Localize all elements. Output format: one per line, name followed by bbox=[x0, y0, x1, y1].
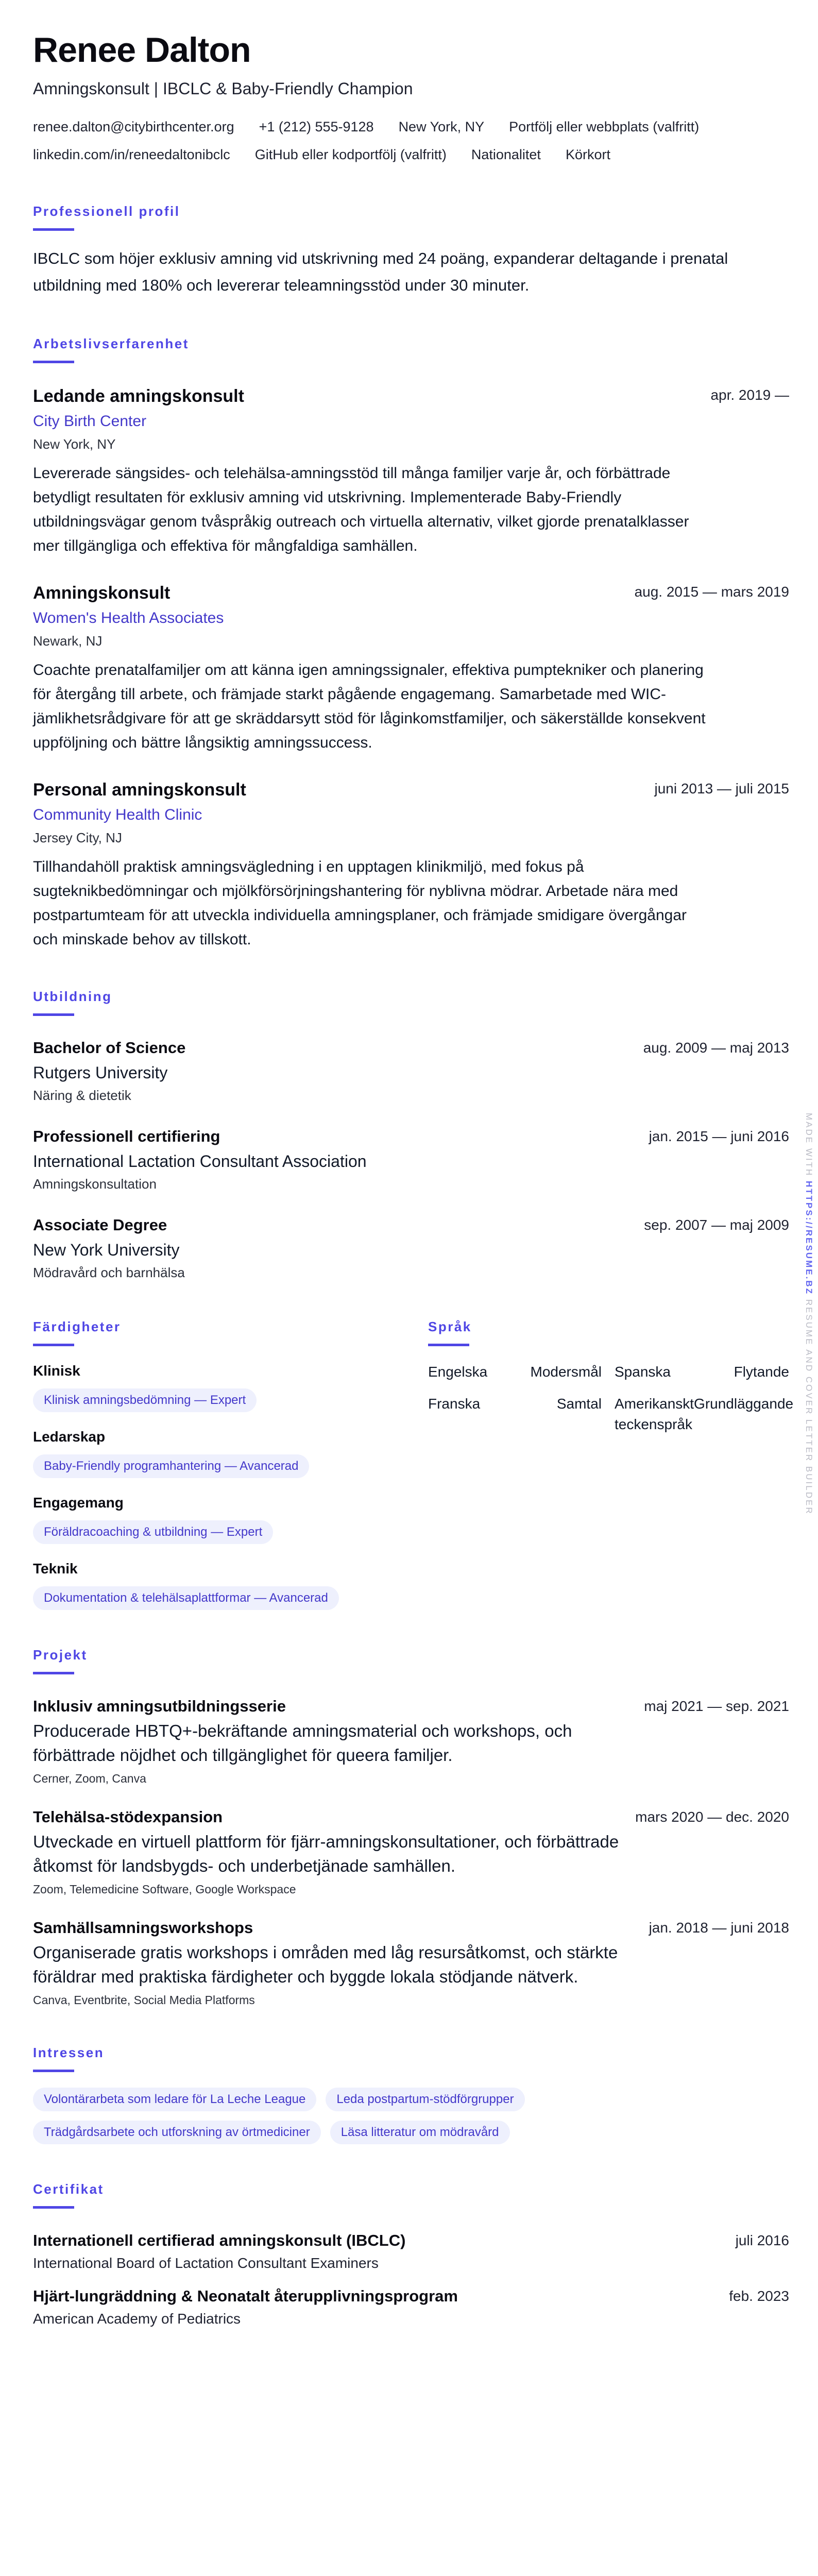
experience-entry bbox=[33, 778, 789, 952]
watermark-prefix: MADE WITH bbox=[804, 1113, 814, 1177]
certificate-issuer: International Board of Lactation Consultant Examiners bbox=[33, 2255, 379, 2271]
candidate-subtitle: Amningskonsult | IBCLC & Baby-Friendly Champion bbox=[33, 79, 413, 98]
language-level: Flytande bbox=[734, 1364, 789, 1380]
project-tech: Cerner, Zoom, Canva bbox=[33, 1772, 146, 1785]
project-date: maj 2021 — sep. 2021 bbox=[644, 1698, 789, 1714]
project-description: Utveckade en virtuell plattform för fjärr-amningskonsultationer, och förbättrade åtkomst för landsbygds- och underbetjänade samhällen. bbox=[33, 1832, 619, 1875]
resume-header bbox=[33, 30, 789, 168]
contact-location: New York, NY bbox=[398, 119, 485, 134]
project-description: Producerade HBTQ+-bekräftande amningsmaterial och workshops, och förbättrade nöjdhet och tillgänglighet för queera familjer. bbox=[33, 1721, 572, 1765]
project-date: mars 2020 — dec. 2020 bbox=[635, 1809, 789, 1825]
language-name: Engelska bbox=[428, 1364, 488, 1380]
skill-chip: Klinisk amningsbedömning — Expert bbox=[33, 1388, 257, 1412]
field-of-study: Amningskonsultation bbox=[33, 1176, 157, 1192]
entry-header bbox=[33, 1126, 789, 1147]
language-name: Franska bbox=[428, 1396, 481, 1412]
experience-entry bbox=[33, 385, 789, 558]
language-level: Modersmål bbox=[530, 1364, 602, 1380]
field-of-study: Näring & dietetik bbox=[33, 1088, 131, 1103]
interest-chip: Leda postpartum-stödförgrupper bbox=[326, 2088, 524, 2111]
skill-group-name: Teknik bbox=[33, 1561, 78, 1577]
interest-chip: Volontärarbeta som ledare för La Leche League bbox=[33, 2088, 316, 2111]
language-name: Spanska bbox=[615, 1364, 671, 1380]
certificate-date: juli 2016 bbox=[735, 2232, 789, 2248]
project-tech: Canva, Eventbrite, Social Media Platforms bbox=[33, 1993, 255, 2007]
section-heading: Certifikat bbox=[33, 2181, 104, 2197]
education-list bbox=[33, 1038, 789, 1282]
interests-section bbox=[33, 2044, 789, 2144]
project-entry bbox=[33, 1918, 789, 2008]
skill-chip-row bbox=[33, 1380, 428, 1412]
language-item bbox=[428, 1394, 602, 1435]
education-entry bbox=[33, 1126, 789, 1193]
watermark bbox=[804, 1113, 814, 1515]
section-heading: Språk bbox=[428, 1319, 472, 1334]
company-name: City Birth Center bbox=[33, 413, 147, 430]
job-description: Coachte prenatalfamiljer om att känna igen amningssignaler, effektiva pumptekniker och planering för återgång till arbete, och främjade starkt pågående engagemang. Samarbetade med WIC-jämlikhetsrådgivare för att ge skräddarsytt stöd för låginkomstfamiljer, och säkerställde konsekvent uppföljning och bättre långsiktig amningssuccess. bbox=[33, 662, 706, 751]
heading-underline bbox=[33, 2206, 74, 2209]
certificates-section bbox=[33, 2180, 789, 2329]
skill-chip-row bbox=[33, 1512, 428, 1544]
entry-header bbox=[33, 1807, 789, 1827]
certificate-list bbox=[33, 2230, 789, 2329]
certificate-issuer: American Academy of Pediatrics bbox=[33, 2311, 241, 2327]
education-date: jan. 2015 — juni 2016 bbox=[649, 1128, 789, 1144]
company-name: Women's Health Associates bbox=[33, 609, 224, 626]
contact-linkedin[interactable]: linkedin.com/in/reneedaltonibclc bbox=[33, 147, 230, 162]
certificate-title: Hjärt-lungräddning & Neonatalt återupplivningsprogram bbox=[33, 2287, 458, 2305]
heading-underline bbox=[33, 2070, 74, 2072]
school-name: New York University bbox=[33, 1241, 180, 1259]
skill-group bbox=[33, 1362, 428, 1412]
contact-row bbox=[33, 113, 789, 141]
watermark-suffix: RESUME AND COVER LETTER BUILDER bbox=[804, 1299, 814, 1515]
entry-header bbox=[33, 1696, 789, 1717]
job-title: Amningskonsult bbox=[33, 583, 171, 603]
skill-group-name: Klinisk bbox=[33, 1363, 80, 1379]
language-item bbox=[615, 1394, 794, 1435]
skill-group-name: Engagemang bbox=[33, 1495, 124, 1511]
contact-list bbox=[33, 113, 789, 168]
project-entry bbox=[33, 1696, 789, 1786]
contact-row bbox=[33, 141, 789, 168]
contact-phone[interactable]: +1 (212) 555-9128 bbox=[259, 119, 374, 134]
section-heading: Projekt bbox=[33, 1647, 88, 1663]
interest-chip: Trädgårdsarbete och utforskning av örtmediciner bbox=[33, 2121, 321, 2144]
school-name: International Lactation Consultant Association bbox=[33, 1152, 367, 1171]
entry-header bbox=[33, 582, 789, 604]
section-heading: Färdigheter bbox=[33, 1319, 121, 1334]
skill-chip: Baby-Friendly programhantering — Avancerad bbox=[33, 1454, 309, 1478]
project-description: Organiserade gratis workshops i områden med låg resursåtkomst, och stärkte föräldrar med praktiska färdigheter och byggde lokala stödjande nätverk. bbox=[33, 1943, 618, 1986]
entry-header bbox=[33, 1215, 789, 1235]
contact-nationality: Nationalitet bbox=[471, 147, 541, 162]
interest-list bbox=[33, 2088, 600, 2144]
company-name: Community Health Clinic bbox=[33, 806, 202, 823]
education-section bbox=[33, 988, 789, 1282]
degree: Associate Degree bbox=[33, 1216, 167, 1234]
skill-group bbox=[33, 1494, 428, 1544]
job-date: aug. 2015 — mars 2019 bbox=[634, 584, 789, 600]
entry-header bbox=[33, 385, 789, 408]
degree: Bachelor of Science bbox=[33, 1039, 186, 1057]
skill-list bbox=[33, 1362, 428, 1610]
heading-underline bbox=[428, 1344, 469, 1346]
skills-languages-row bbox=[33, 1318, 794, 1610]
skill-group bbox=[33, 1428, 428, 1478]
language-list bbox=[428, 1362, 794, 1435]
heading-underline bbox=[33, 1672, 74, 1674]
education-date: sep. 2007 — maj 2009 bbox=[644, 1217, 789, 1233]
heading-underline bbox=[33, 361, 74, 363]
section-heading: Arbetslivserfarenhet bbox=[33, 336, 189, 351]
certificate-entry bbox=[33, 2286, 789, 2329]
education-entry bbox=[33, 1038, 789, 1105]
project-entry bbox=[33, 1807, 789, 1897]
project-title: Samhällsamningsworkshops bbox=[33, 1919, 253, 1937]
job-location: Jersey City, NJ bbox=[33, 830, 122, 845]
heading-underline bbox=[33, 228, 74, 231]
language-name: Amerikanskt teckenspråk bbox=[615, 1396, 694, 1432]
skill-chip-row bbox=[33, 1578, 428, 1610]
skills-section bbox=[33, 1318, 428, 1610]
language-item bbox=[615, 1362, 789, 1382]
candidate-name: Renee Dalton bbox=[33, 30, 251, 70]
certificate-title: Internationell certifierad amningskonsult (IBCLC) bbox=[33, 2231, 406, 2249]
section-heading: Intressen bbox=[33, 2045, 105, 2060]
entry-header bbox=[33, 2286, 789, 2307]
section-heading: Utbildning bbox=[33, 989, 112, 1004]
job-description: Levererade sängsides- och telehälsa-amningsstöd till många familjer varje år, och förbättrade betydligt resultaten för exklusiv amning vid utskrivning. Implementerade Baby-Friendly utbildningsvägar genom tvåspråkig outreach och virtuella alternativ, vilket gjorde prenatalklasser mer tillgängliga och effektiva för mångfaldiga samhällen. bbox=[33, 465, 689, 554]
field-of-study: Mödravård och barnhälsa bbox=[33, 1265, 185, 1280]
experience-section bbox=[33, 335, 789, 952]
job-location: New York, NY bbox=[33, 436, 116, 452]
skill-chip: Dokumentation & telehälsaplattformar — Avancerad bbox=[33, 1586, 339, 1610]
experience-entry bbox=[33, 582, 789, 755]
project-title: Inklusiv amningsutbildningsserie bbox=[33, 1697, 286, 1715]
language-level: Grundläggande bbox=[694, 1396, 794, 1412]
contact-license: Körkort bbox=[565, 147, 610, 162]
project-date: jan. 2018 — juni 2018 bbox=[649, 1920, 789, 1936]
education-date: aug. 2009 — maj 2013 bbox=[643, 1040, 789, 1056]
project-list bbox=[33, 1696, 789, 2008]
skill-chip: Föräldracoaching & utbildning — Expert bbox=[33, 1520, 273, 1544]
education-entry bbox=[33, 1215, 789, 1282]
profile-section bbox=[33, 202, 789, 299]
contact-email[interactable]: renee.dalton@citybirthcenter.org bbox=[33, 119, 234, 134]
section-heading: Professionell profil bbox=[33, 204, 180, 219]
heading-underline bbox=[33, 1344, 74, 1346]
job-date: juni 2013 — juli 2015 bbox=[654, 781, 789, 796]
heading-underline bbox=[33, 1013, 74, 1016]
watermark-link[interactable]: HTTPS://RESUME.BZ bbox=[804, 1181, 814, 1295]
experience-list bbox=[33, 385, 789, 952]
contact-portfolio[interactable]: Portfölj eller webbplats (valfritt) bbox=[509, 119, 700, 134]
profile-text: IBCLC som höjer exklusiv amning vid utskrivning med 24 poäng, expanderar deltagande i prenatal utbildning med 180% och levererar teleamningsstöd under 30 minuter. bbox=[33, 249, 728, 294]
entry-header bbox=[33, 2230, 789, 2251]
skill-group bbox=[33, 1560, 428, 1610]
job-title: Personal amningskonsult bbox=[33, 780, 246, 800]
skill-group-name: Ledarskap bbox=[33, 1429, 106, 1445]
interest-chip: Läsa litteratur om mödravård bbox=[330, 2121, 510, 2144]
entry-header bbox=[33, 1918, 789, 1938]
job-location: Newark, NJ bbox=[33, 633, 103, 649]
project-tech: Zoom, Telemedicine Software, Google Workspace bbox=[33, 1883, 296, 1896]
skill-chip-row bbox=[33, 1446, 428, 1478]
entry-header bbox=[33, 778, 789, 801]
degree: Professionell certifiering bbox=[33, 1127, 220, 1145]
job-date: apr. 2019 — bbox=[710, 387, 789, 403]
job-title: Ledande amningskonsult bbox=[33, 386, 244, 406]
entry-header bbox=[33, 1038, 789, 1058]
language-item bbox=[428, 1362, 602, 1382]
job-description: Tillhandahöll praktisk amningsvägledning i en upptagen klinikmiljö, med fokus på sugteknikbedömningar och mjölkförsörjningshantering för nyblivna mödrar. Arbetade nära med postpartumteam för att utveckla individuella amningsplaner, och främjade smidigare övergångar och minskade behov av tillskott. bbox=[33, 858, 687, 948]
language-level: Samtal bbox=[556, 1396, 602, 1412]
contact-github[interactable]: GitHub eller kodportfölj (valfritt) bbox=[254, 147, 447, 162]
certificate-entry bbox=[33, 2230, 789, 2274]
school-name: Rutgers University bbox=[33, 1063, 168, 1082]
languages-section bbox=[428, 1318, 794, 1610]
project-title: Telehälsa-stödexpansion bbox=[33, 1808, 223, 1826]
projects-section bbox=[33, 1646, 789, 2008]
certificate-date: feb. 2023 bbox=[729, 2288, 789, 2304]
